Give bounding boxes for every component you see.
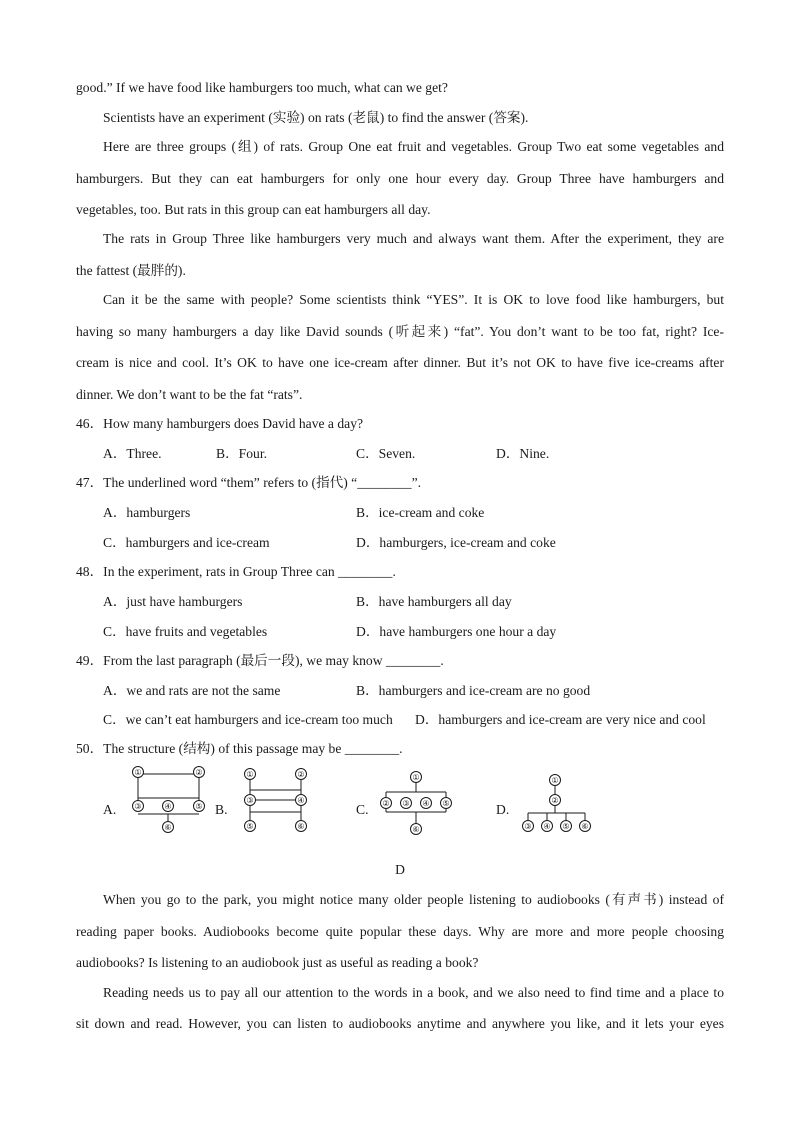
passage-c-line-5: vegetables, too. But rats in this group can eat hamburgers all day.	[76, 202, 431, 217]
node-label: ②	[195, 768, 203, 777]
question-50-option-b[interactable]: B.	[215, 802, 228, 817]
structure-diagram-b	[238, 764, 318, 836]
node-label: ④	[543, 822, 551, 831]
node-label: ④	[297, 796, 305, 805]
question-48-option-b[interactable]: B．have hamburgers all day	[356, 594, 512, 609]
node-label: ①	[246, 770, 254, 779]
question-47-stem: 47．The underlined word “them” refers to (指代) “________”.	[76, 475, 422, 490]
node-label: ①	[134, 768, 142, 777]
node-label: ⑤	[195, 802, 203, 811]
node-label: ②	[297, 770, 305, 779]
passage-c-line-1: good.” If we have food like hamburgers too much, what can we get?	[76, 80, 448, 95]
passage-c-line-10: cream is nice and cool. It’s OK to have one ice-cream after dinner. But it’s not OK to have five ice-creams after	[76, 355, 724, 370]
node-label: ③	[134, 802, 142, 811]
passage-c-line-11: dinner. We don’t want to be the fat “rats”.	[76, 387, 303, 402]
structure-diagram-d	[520, 771, 596, 835]
passage-c-line-7: the fattest (最胖的).	[76, 263, 186, 278]
passage-d-line-1: When you go to the park, you might notice many older people listening to audiobooks (有声书) instead of	[103, 892, 724, 907]
passage-d-line-3: audiobooks? Is listening to an audiobook just as useful as reading a book?	[76, 955, 479, 970]
passage-c-line-9: having so many hamburgers a day like David sounds (听起来) “fat”. You don’t want to be too fat, right? Ice-	[76, 324, 724, 339]
node-label: ①	[412, 773, 420, 782]
question-49-option-c[interactable]: C．we can’t eat hamburgers and ice-cream too much	[103, 712, 393, 727]
node-label: ⑤	[562, 822, 570, 831]
passage-c-line-8: Can it be the same with people? Some scientists think “YES”. It is OK to love food like hamburgers, but	[103, 292, 724, 307]
section-label: D	[395, 862, 405, 877]
question-50-stem: 50．The structure (结构) of this passage may be ________.	[76, 741, 403, 756]
question-48-option-c[interactable]: C．have fruits and vegetables	[103, 624, 268, 639]
question-50-option-d[interactable]: D.	[496, 802, 510, 817]
question-50-option-a[interactable]: A.	[103, 802, 117, 817]
node-label: ④	[164, 802, 172, 811]
node-label: ⑤	[246, 822, 254, 831]
question-48-stem: 48．In the experiment, rats in Group Three can ________.	[76, 564, 396, 579]
node-label: ⑥	[297, 822, 305, 831]
question-50-option-c[interactable]: C.	[356, 802, 369, 817]
passage-c-line-6: The rats in Group Three like hamburgers very much and always want them. After the experiment, they are	[103, 231, 724, 246]
passage-d-line-2: reading paper books. Audiobooks become quite popular these days. Why are more and more people choosing	[76, 924, 724, 939]
passage-d-line-4: Reading needs us to pay all our attention to the words in a book, and we also need to find time and a place to	[103, 985, 724, 1000]
node-label: ⑥	[581, 822, 589, 831]
passage-c-line-4: hamburgers. But they can eat hamburgers for only one hour every day. Group Three have hamburgers and	[76, 171, 724, 186]
question-49-option-b[interactable]: B．hamburgers and ice-cream are no good	[356, 683, 591, 698]
node-label: ⑤	[442, 799, 450, 808]
passage-d-line-5: sit down and read. However, you can listen to audiobooks anytime and anywhere you like, and it lets your eyes	[76, 1016, 724, 1031]
question-48-option-d[interactable]: D．have hamburgers one hour a day	[356, 624, 557, 639]
question-47-option-d[interactable]: D．hamburgers, ice-cream and coke	[356, 535, 556, 550]
question-47-option-b[interactable]: B．ice-cream and coke	[356, 505, 485, 520]
passage-c-line-2: Scientists have an experiment (实验) on rats (老鼠) to find the answer (答案).	[103, 110, 529, 125]
structure-diagram-a	[125, 764, 210, 836]
node-label: ①	[551, 776, 559, 785]
node-label: ③	[402, 799, 410, 808]
question-48-option-a[interactable]: A．just have hamburgers	[103, 594, 243, 609]
node-label: ④	[422, 799, 430, 808]
node-label: ②	[382, 799, 390, 808]
question-46-option-c[interactable]: C．Seven.	[356, 446, 416, 461]
question-46-stem: 46．How many hamburgers does David have a day?	[76, 416, 364, 431]
structure-diagram-c	[378, 768, 458, 838]
question-47-option-a[interactable]: A．hamburgers	[103, 505, 191, 520]
question-49-option-d[interactable]: D．hamburgers and ice-cream are very nice and cool	[415, 712, 706, 727]
node-label: ③	[246, 796, 254, 805]
question-49-stem: 49．From the last paragraph (最后一段), we may know ________.	[76, 653, 444, 668]
node-label: ②	[551, 796, 559, 805]
question-46-option-a[interactable]: A．Three.	[103, 446, 162, 461]
node-label: ⑥	[412, 825, 420, 834]
passage-c-line-3: Here are three groups (组) of rats. Group One eat fruit and vegetables. Group Two eat some vegetables and	[103, 139, 724, 154]
question-46-option-d[interactable]: D．Nine.	[496, 446, 550, 461]
node-label: ⑥	[164, 823, 172, 832]
question-47-option-c[interactable]: C．hamburgers and ice-cream	[103, 535, 270, 550]
question-46-option-b[interactable]: B．Four.	[216, 446, 267, 461]
question-49-option-a[interactable]: A．we and rats are not the same	[103, 683, 281, 698]
node-label: ③	[524, 822, 532, 831]
